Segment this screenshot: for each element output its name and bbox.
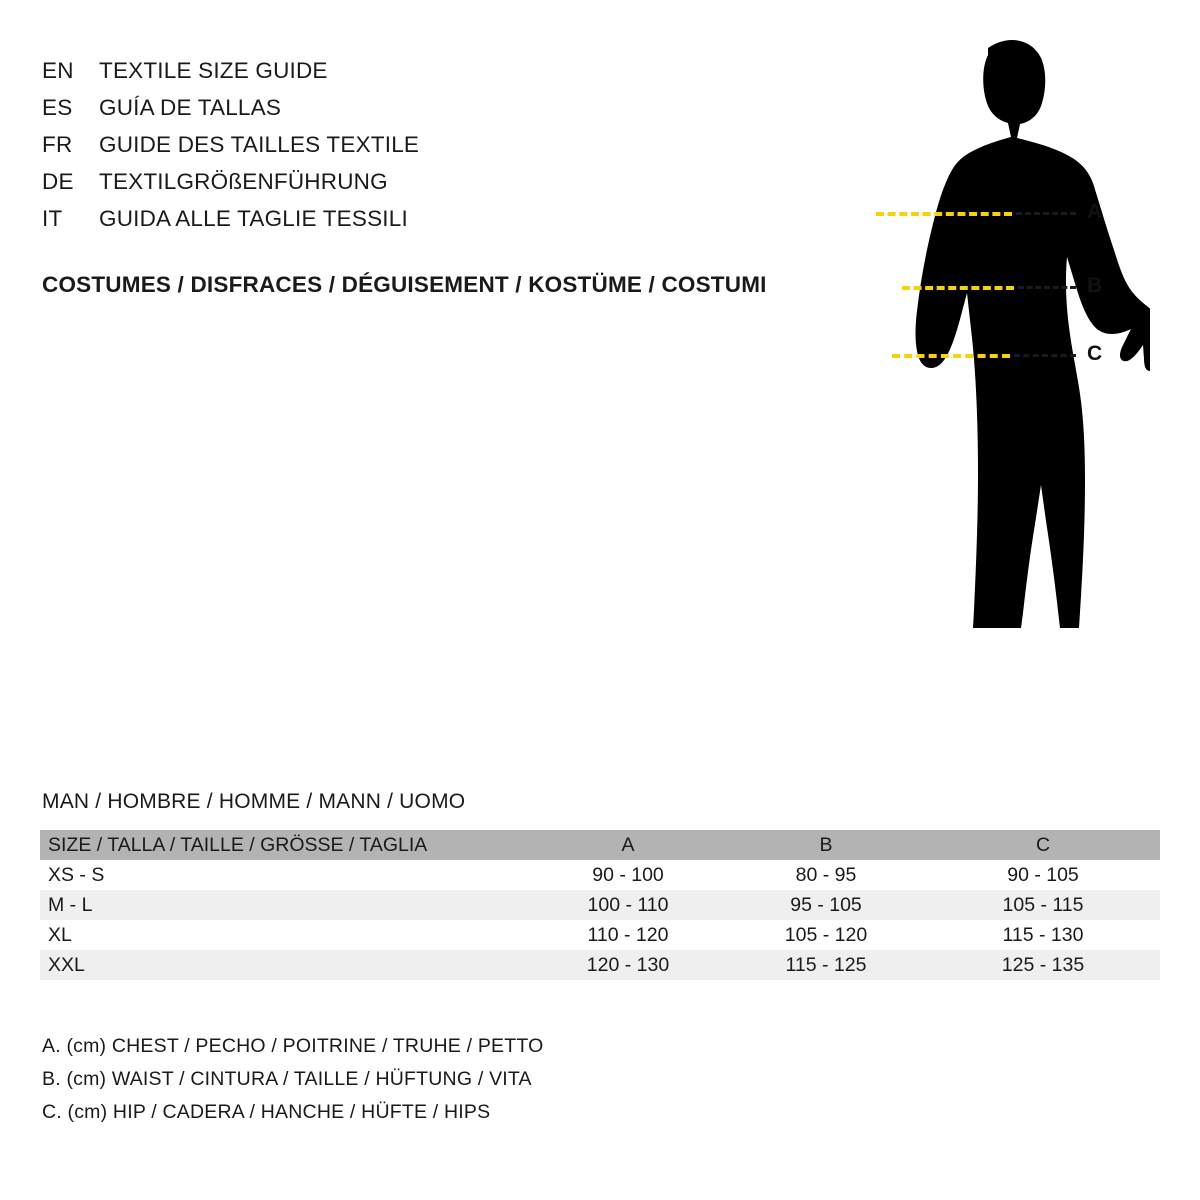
language-code: IT	[42, 206, 63, 231]
legend-waist: B. (cm) WAIST / CINTURA / TAILLE / HÜFTUNG / VITA	[42, 1068, 532, 1090]
language-row	[42, 95, 802, 132]
language-code: DE	[42, 169, 74, 194]
cell-size: M - L	[48, 893, 93, 916]
language-row	[42, 58, 802, 95]
measurement-legend	[42, 1035, 544, 1134]
measure-label-a: A	[1087, 200, 1103, 223]
language-row	[42, 206, 802, 243]
waist-measure-line	[902, 286, 1014, 290]
table-header-row	[40, 830, 1160, 860]
cell-hip: 90 - 105	[1007, 863, 1079, 886]
body-silhouette	[820, 30, 1150, 750]
column-header-a: A	[621, 833, 635, 856]
measure-label-c: C	[1087, 342, 1103, 365]
table-row	[40, 950, 1160, 980]
language-code: ES	[42, 95, 73, 120]
measure-label-b: B	[1087, 274, 1103, 297]
chest-leader-line	[1016, 212, 1076, 215]
language-row	[42, 132, 802, 169]
cell-size: XXL	[48, 953, 85, 976]
cell-hip: 125 - 135	[1001, 953, 1085, 976]
cell-waist: 95 - 105	[790, 893, 862, 916]
language-code: EN	[42, 58, 74, 83]
language-title-list	[42, 58, 802, 243]
column-header-size: SIZE / TALLA / TAILLE / GRÖSSE / TAGLIA	[48, 833, 428, 856]
legend-hip: C. (cm) HIP / CADERA / HANCHE / HÜFTE / HIPS	[42, 1101, 491, 1123]
table-row	[40, 890, 1160, 920]
size-table	[40, 830, 1160, 980]
hip-leader-line	[1014, 354, 1076, 357]
table-row	[40, 920, 1160, 950]
cell-chest: 90 - 100	[592, 863, 664, 886]
language-title: GUÍA DE TALLAS	[99, 95, 282, 120]
cell-size: XL	[48, 923, 72, 946]
language-code: FR	[42, 132, 73, 157]
cell-hip: 115 - 130	[1002, 923, 1084, 946]
category-line: COSTUMES / DISFRACES / DÉGUISEMENT / KOSTÜME / COSTUMI	[42, 272, 767, 297]
cell-chest: 110 - 120	[587, 923, 669, 946]
language-title: GUIDA ALLE TAGLIE TESSILI	[99, 206, 408, 231]
cell-waist: 80 - 95	[795, 863, 857, 886]
table-group-title: MAN / HOMBRE / HOMME / MANN / UOMO	[42, 790, 466, 813]
column-header-c: C	[1035, 833, 1051, 856]
waist-leader-line	[1018, 286, 1076, 289]
language-title: TEXTILE SIZE GUIDE	[99, 58, 328, 83]
language-row	[42, 169, 802, 206]
cell-chest: 100 - 110	[587, 893, 669, 916]
cell-size: XS - S	[48, 863, 105, 886]
hip-measure-line	[892, 354, 1010, 358]
cell-waist: 115 - 125	[785, 953, 867, 976]
legend-chest: A. (cm) CHEST / PECHO / POITRINE / TRUHE / PETTO	[42, 1035, 544, 1057]
table-row	[40, 860, 1160, 890]
cell-hip: 105 - 115	[1002, 893, 1084, 916]
column-header-b: B	[819, 833, 833, 856]
cell-chest: 120 - 130	[586, 953, 670, 976]
cell-waist: 105 - 120	[784, 923, 868, 946]
chest-measure-line	[876, 212, 1012, 216]
language-title: TEXTILGRÖßENFÜHRUNG	[99, 169, 388, 194]
language-title: GUIDE DES TAILLES TEXTILE	[99, 132, 420, 157]
